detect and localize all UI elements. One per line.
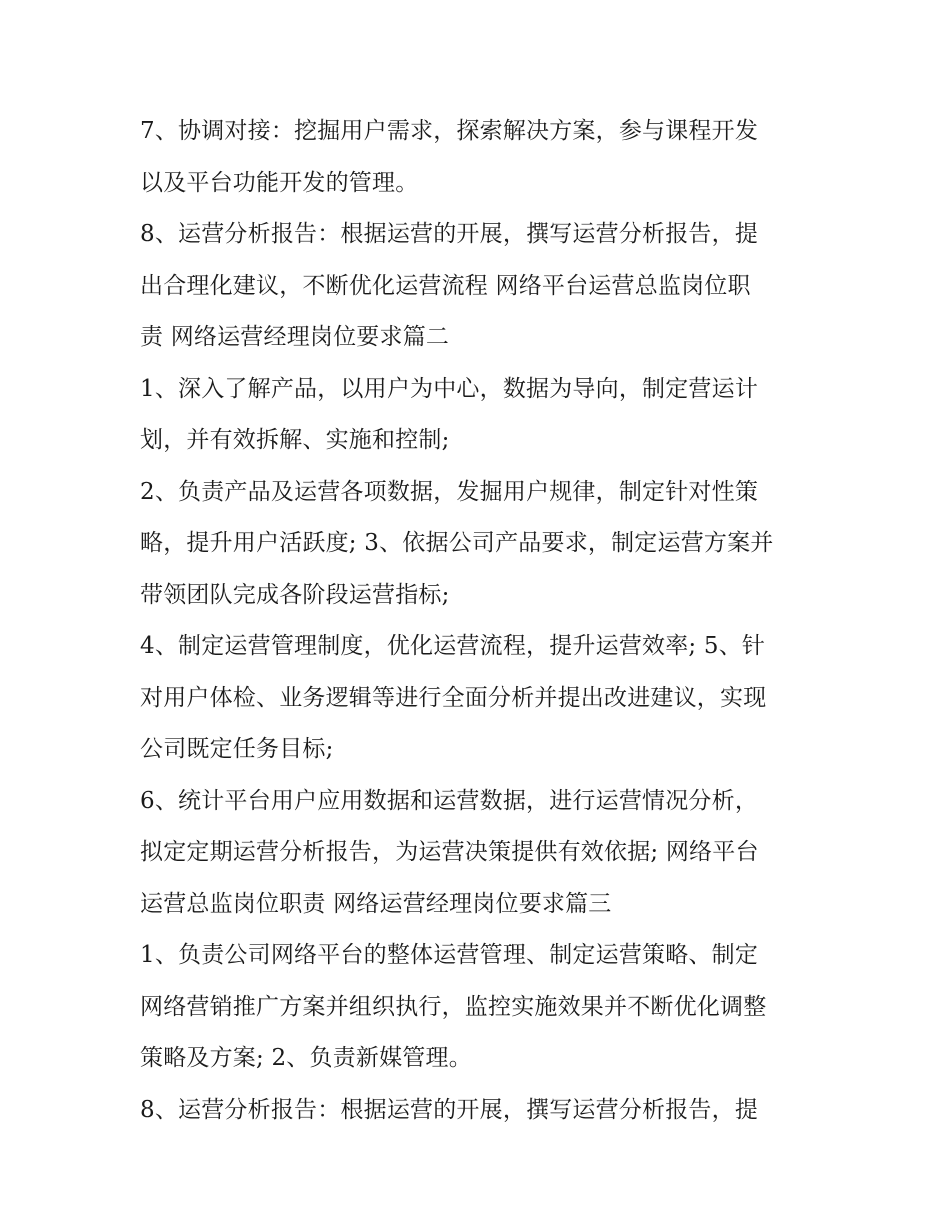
document-body	[140, 106, 820, 1136]
text-line: 网络营销推广方案并组织执行，监控实施效果并不断优化调整	[140, 993, 767, 1020]
paragraph-item-1	[140, 364, 820, 467]
paragraph-item-6-with-heading	[140, 776, 820, 931]
text-line: 4、制定运营管理制度，优化运营流程，提升运营效率; 5、针	[140, 633, 766, 659]
text-line: 以及平台功能开发的管理。	[140, 169, 419, 196]
paragraph-item-4-5	[140, 621, 820, 776]
paragraph-item-8-repeat	[140, 1085, 820, 1137]
section-heading-line: 运营总监岗位职责 网络运营经理岗位要求篇三	[140, 890, 612, 917]
paragraph-item-1-2	[140, 930, 820, 1085]
text-line: 7、协调对接：挖掘用户需求，探索解决方案，参与课程开发	[140, 118, 759, 144]
text-line: 公司既定任务目标;	[140, 736, 334, 762]
text-line: 划，并有效拆解、实施和控制;	[140, 427, 450, 453]
text-line: 带领团队完成各阶段运营指标;	[140, 581, 450, 608]
text-line: 出合理化建议，不断优化运营流程 网络平台运营总监岗位职	[140, 272, 751, 299]
text-line: 略，提升用户活跃度; 3、依据公司产品要求，制定运营方案并	[140, 530, 774, 556]
text-line: 2、负责产品及运营各项数据，发掘用户规律，制定针对性策	[140, 478, 759, 505]
paragraph-item-8-with-heading	[140, 209, 820, 364]
text-line: 6、统计平台用户应用数据和运营数据，进行运营情况分析，	[140, 787, 759, 814]
paragraph-item-7	[140, 106, 820, 209]
paragraph-item-2-3	[140, 467, 820, 622]
text-line: 1、深入了解产品，以用户为中心，数据为导向，制定营运计	[140, 375, 759, 402]
text-line: 策略及方案; 2、负责新媒管理。	[140, 1045, 472, 1071]
text-line: 8、运营分析报告：根据运营的开展，撰写运营分析报告，提	[140, 1096, 759, 1123]
text-line: 8、运营分析报告：根据运营的开展，撰写运营分析报告，提	[140, 221, 759, 247]
section-heading-line: 责 网络运营经理岗位要求篇二	[140, 324, 450, 350]
text-line: 1、负责公司网络平台的整体运营管理、制定运营策略、制定	[140, 942, 759, 968]
text-line: 对用户体检、业务逻辑等进行全面分析并提出改进建议，实现	[140, 684, 767, 711]
text-line: 拟定定期运营分析报告，为运营决策提供有效依据; 网络平台	[140, 839, 759, 865]
